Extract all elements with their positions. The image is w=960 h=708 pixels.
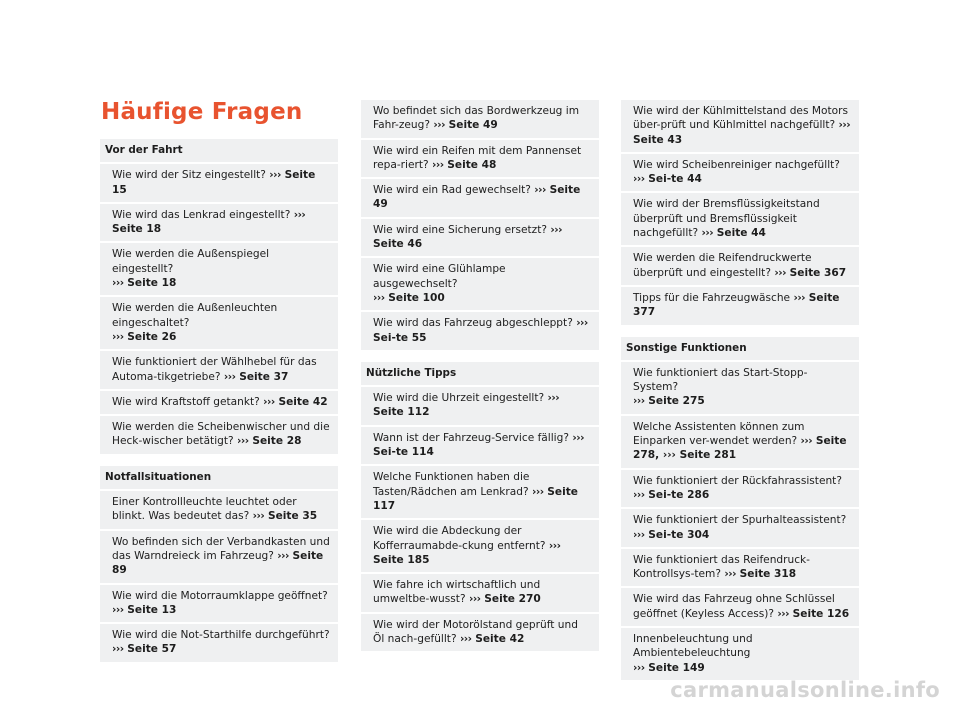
faq-item [100, 585, 338, 623]
page-reference-link[interactable]: Seite 89 [112, 549, 324, 577]
faq-question: Wie werden die Außenleuchten eingeschaltet? [112, 302, 278, 329]
faq-question: Einer Kontrollleuchte leuchtet oder blinkt. Was bedeutet das? [112, 496, 297, 523]
faq-item [621, 100, 859, 152]
faq-question: Wie werden die Außenspiegel eingestellt? [112, 248, 270, 275]
page-ref-arrow-icon: ››› [793, 291, 806, 304]
page-ref-arrow-icon: ››› [373, 291, 385, 304]
faq-question: Welche Funktionen haben die Tasten/Rädchen am Lenkrad? [373, 471, 532, 498]
page-ref-arrow-icon: ››› [277, 549, 289, 562]
faq-item [621, 154, 859, 192]
page-reference-link[interactable]: Seite 100 [384, 291, 445, 304]
faq-question: Wie wird die Uhrzeit eingestellt? [373, 392, 548, 405]
faq-question: Wie wird das Lenkrad eingestellt? [112, 208, 294, 221]
page-ref-arrow-icon: ››› [572, 431, 584, 444]
page-reference-link[interactable]: Seite 126 [788, 607, 850, 620]
faq-question: Innenbeleuchtung und Ambientebeleuchtung [633, 633, 753, 660]
page-ref-arrow-icon: ››› [468, 593, 481, 606]
faq-question: Wie wird die Motorraumklappe geöffnet? [112, 589, 328, 602]
section-heading: Nützliche Tipps [361, 362, 599, 385]
page-reference-link[interactable]: Seite 318 [735, 568, 797, 581]
page-reference-link[interactable]: Seite 26 [123, 330, 177, 343]
faq-question: Wie wird eine Sicherung ersetzt? [373, 223, 551, 236]
page-reference-link[interactable]: Seite 28 [248, 435, 302, 448]
faq-item [100, 624, 338, 662]
page-ref-arrow-icon: ››› [633, 488, 645, 501]
page-ref-arrow-icon: ››› [459, 633, 472, 646]
faq-column-1 [100, 139, 338, 664]
page-ref-arrow-icon: ››› [293, 208, 306, 221]
faq-item [361, 219, 599, 257]
faq-question: Wann ist der Fahrzeug-Service fällig? [373, 431, 573, 444]
page-ref-arrow-icon: ››› [774, 266, 786, 279]
page-ref-arrow-icon: ››› [112, 643, 124, 656]
page-reference-link[interactable]: Sei-te 286 [644, 488, 710, 501]
faq-item [100, 204, 338, 242]
page-ref-arrow-icon: ››› [547, 392, 560, 405]
section-gap [361, 352, 599, 362]
faq-item [100, 351, 338, 389]
page-reference-link[interactable]: Seite 18 [123, 277, 177, 290]
faq-item [361, 614, 599, 652]
page-ref-arrow-icon: ››› [724, 568, 736, 581]
faq-item [100, 491, 338, 529]
faq-question: Wie fahre ich wirtschaftlich und umweltbe-wusst? [373, 579, 541, 606]
page-ref-arrow-icon: ››› [432, 158, 444, 171]
faq-question: Wie wird das Fahrzeug ohne Schlüssel geöffnet (Keyless Access)? [633, 593, 835, 620]
page-reference-link[interactable]: Seite 35 [264, 510, 318, 523]
faq-item [361, 312, 599, 350]
page-ref-arrow-icon: ››› [263, 395, 275, 408]
page-ref-arrow-icon: ››› [550, 223, 562, 236]
page-ref-arrow-icon: ››› [548, 539, 561, 552]
faq-question: Wo befinden sich der Verbandkasten und das Warndreieck im Fahrzeug? [112, 535, 330, 562]
faq-question: Wie wird Scheibenreiniger nachgefüllt? [633, 158, 840, 171]
faq-question: Wie wird das Fahrzeug abgeschleppt? [373, 317, 577, 330]
faq-question: Wie wird der Kühlmittelstand des Motors über-prüft und Kühlmittel nachgefüllt? [633, 105, 848, 132]
faq-question: Wie wird der Sitz eingestellt? [112, 169, 270, 182]
faq-question: Wie wird die Abdeckung der Kofferraumabde-ckung entfernt? [373, 525, 549, 552]
faq-question: Wie funktioniert der Wählhebel für das Automa-tikgetriebe? [112, 356, 317, 383]
page-reference-link[interactable]: Seite 43 [633, 133, 683, 146]
faq-question: Wie funktioniert das Reifendruck-Kontrollsys-tem? [633, 553, 810, 581]
faq-question: Wie werden die Scheibenwischer und die Heck-wischer betätigt? [112, 421, 330, 448]
section-heading: Notfallsituationen [100, 466, 338, 489]
faq-question: Wie wird der Motorölstand geprüft und Öl nach-gefüllt? [373, 618, 578, 646]
faq-item [621, 628, 859, 680]
page-reference-link[interactable]: Sei-te 55 [373, 331, 427, 344]
page-reference-link[interactable]: Seite 57 [123, 643, 177, 656]
page-reference-link[interactable]: Seite 48 [443, 158, 497, 171]
faq-item [621, 509, 859, 547]
faq-item [100, 531, 338, 583]
faq-question: Wo befindet sich das Bordwerkzeug im Fahr-zeug? [373, 105, 580, 132]
faq-item [621, 362, 859, 414]
page-reference-link[interactable]: Seite 49 [373, 184, 581, 211]
faq-item [361, 574, 599, 612]
page-reference-link[interactable]: Sei-te 304 [644, 528, 710, 541]
faq-item [621, 247, 859, 285]
section-gap [621, 327, 859, 337]
faq-item [621, 416, 859, 468]
page-ref-arrow-icon: ››› [838, 119, 851, 132]
page-reference-link[interactable]: Seite 44 [713, 227, 766, 240]
page-ref-arrow-icon: ››› [532, 485, 544, 498]
page-ref-arrow-icon: ››› [223, 370, 236, 383]
page-reference-link[interactable]: Seite 117 [373, 485, 578, 512]
page-reference-link[interactable]: Sei-te 44 [644, 173, 702, 186]
section-gap [100, 456, 338, 466]
page-ref-arrow-icon: ››› [576, 317, 588, 330]
faq-item [100, 164, 338, 202]
page-reference-link[interactable]: Seite 37 [235, 370, 289, 383]
page-reference-link[interactable]: Seite 270 [480, 593, 541, 606]
page-ref-arrow-icon: ››› [112, 603, 124, 616]
page-reference-link[interactable]: Seite 15 [112, 169, 316, 196]
page-ref-arrow-icon: ››› [633, 661, 645, 674]
page-ref-arrow-icon: ››› [534, 184, 546, 197]
faq-question: Wie wird eine Glühlampe ausgewechselt? [373, 263, 506, 290]
faq-item [100, 391, 338, 414]
faq-item [621, 549, 859, 587]
faq-question: Tipps für die Fahrzeugwäsche [633, 291, 794, 304]
faq-item [361, 466, 599, 518]
faq-column-3 [621, 100, 859, 682]
page-ref-arrow-icon: ››› [433, 119, 445, 132]
page-ref-arrow-icon: ››› [633, 173, 645, 186]
page-ref-arrow-icon: ››› [252, 510, 265, 523]
faq-question: Wie wird die Not-Starthilfe durchgeführt? [112, 629, 330, 642]
faq-item [361, 100, 599, 138]
faq-item [621, 470, 859, 508]
faq-question: Wie wird ein Reifen mit dem Pannenset repa-riert? [373, 144, 582, 171]
page-reference-link[interactable]: Seite 275 [644, 395, 705, 408]
page-reference-link[interactable]: Seite 42 [471, 633, 525, 646]
faq-question: Wie wird Kraftstoff getankt? [112, 395, 264, 408]
page-ref-arrow-icon: ››› [777, 607, 789, 620]
page-reference-link[interactable]: Seite 42 [274, 395, 328, 408]
section-heading: Sonstige Funktionen [621, 337, 859, 360]
faq-item [361, 387, 599, 425]
faq-item [100, 243, 338, 295]
faq-column-2 [361, 100, 599, 653]
faq-item [100, 416, 338, 454]
page-ref-arrow-icon: ››› [633, 528, 645, 541]
faq-question: Wie werden die Reifendruckwerte überprüft und eingestellt? [633, 252, 812, 279]
faq-question: Wie funktioniert das Start-Stopp-System? [633, 366, 808, 394]
page-reference-link[interactable]: Seite 46 [373, 238, 423, 251]
faq-item [361, 520, 599, 572]
faq-question: Wie wird der Bremsflüssigkeitstand überprüft und Bremsflüssigkeit nachgefüllt? [633, 198, 820, 240]
faq-item [361, 258, 599, 310]
page-ref-arrow-icon: ››› [633, 395, 645, 408]
page-ref-arrow-icon: ››› [112, 330, 124, 343]
faq-item [621, 588, 859, 626]
section-heading: Vor der Fahrt [100, 139, 338, 162]
page-reference-link[interactable]: Seite 112 [373, 406, 430, 419]
page-reference-link[interactable]: Seite 49 [444, 119, 498, 132]
page-reference-link[interactable]: Seite 149 [644, 661, 705, 674]
page-ref-arrow-icon: ››› [237, 435, 249, 448]
faq-item [621, 193, 859, 245]
page-reference-link[interactable]: Seite 13 [123, 603, 177, 616]
page-reference-link[interactable]: Seite 278, ››› Seite 281 [633, 435, 847, 462]
faq-item [621, 287, 859, 325]
page-reference-link[interactable]: Seite 367 [785, 266, 847, 279]
faq-item [361, 179, 599, 217]
page-ref-arrow-icon: ››› [269, 169, 281, 182]
page-reference-link[interactable]: Seite 185 [373, 553, 430, 566]
page-title: Häufige Fragen [101, 99, 303, 125]
faq-question: Welche Assistenten können zum Einparken ver-wendet werden? [633, 420, 805, 448]
faq-item [361, 140, 599, 178]
page-ref-arrow-icon: ››› [701, 227, 714, 240]
page-ref-arrow-icon: ››› [800, 435, 813, 448]
faq-question: Wie funktioniert der Rückfahrassistent? [633, 474, 842, 487]
faq-question: Wie wird ein Rad gewechselt? [373, 184, 535, 197]
page-reference-link[interactable]: Sei-te 114 [373, 446, 434, 459]
faq-item [361, 427, 599, 465]
page-reference-link[interactable]: Seite 18 [112, 223, 162, 236]
page-ref-arrow-icon: ››› [112, 277, 124, 290]
faq-item [100, 297, 338, 349]
watermark: carmanualsonline.info [670, 678, 940, 702]
faq-question: Wie funktioniert der Spurhalteassistent? [633, 514, 847, 527]
page-reference-link[interactable]: Seite 377 [633, 291, 840, 319]
